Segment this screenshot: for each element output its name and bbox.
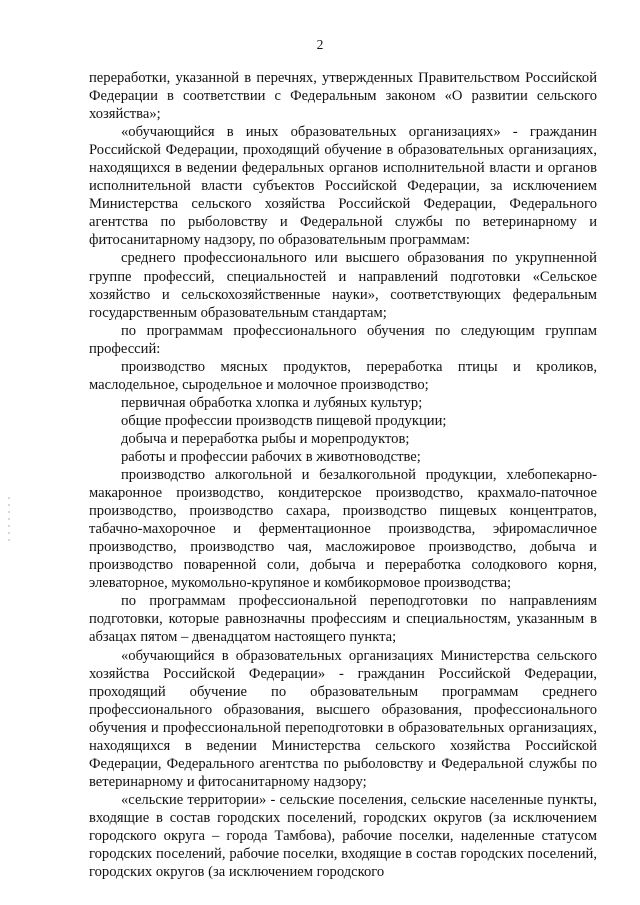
- scan-margin-mark: [8, 497, 10, 545]
- paragraph: среднего профессионального или высшего образования по укрупненной группе профессий, специальностей и направлений подготовки «Сельское хозяйство и сельскохозяйственные науки», соответствующих федеральным государственным образовательным стандартам;: [89, 250, 597, 321]
- paragraph: «сельские территории» - сельские поселения, сельские населенные пункты, входящие в состав городских поселений, городских округов (за исключением городского округа – города Тамбова), рабочие поселки, наделенные статусом городских поселений, рабочие поселки, входящие в состав городских поселений, городских округов (за исключением городского: [89, 791, 597, 881]
- paragraph: производство мясных продуктов, переработка птицы и кроликов, маслодельное, сыродельное и молочное производство;: [89, 358, 597, 393]
- page-number: 2: [316, 37, 324, 52]
- paragraph: по программам профессионального обучения по следующим группам профессий:: [89, 322, 597, 357]
- paragraph: «обучающийся в иных образовательных организациях» - гражданин Российской Федерации, проходящий обучение в образовательных организациях, находящихся в ведении федеральных органов исполнительной власти и органов исполнительной власти субъектов Российской Федерации, за исключением Министерства сельского хозяйства Российской Федерации, Федерального агентства по рыболовству и Федеральной службы по ветеринарному и фитосанитарному надзору, по образовательным программам:: [89, 124, 597, 249]
- paragraph: «обучающийся в образовательных организациях Министерства сельского хозяйства Российской Федерации» - гражданин Российской Федерации, проходящий обучение по образовательным программам среднего профессионального образования, высшего образования, профессионального обучения и профессиональной переподготовки в образовательных организациях, находящихся в ведении Министерства сельского хозяйства Российской Федерации, Федерального агентства по рыболовству и Федеральной службы по ветеринарному и фитосанитарному надзору;: [89, 647, 597, 790]
- paragraph: производство алкогольной и безалкогольной продукции, хлебопекарно-макаронное производство, кондитерское производство, крахмало-паточное производство, производство сахара, производство пищевых концентратов, табачно-махорочное и ферментационное производства, эфиромасличное производство, производство чая, масложировое производство, добыча и производство поваренной соли, добыча и переработка солодкового корня, элеваторное, мукомольно-крупяное и комбикормовое производства;: [89, 467, 597, 592]
- paragraph: первичная обработка хлопка и лубяных культур;: [121, 394, 423, 411]
- paragraph: добыча и переработка рыбы и морепродуктов;: [121, 430, 410, 447]
- paragraph: переработки, указанной в перечнях, утвержденных Правительством Российской Федерации в соответствии с Федеральным законом «О развитии сельского хозяйства»;: [89, 70, 597, 123]
- paragraph: по программам профессиональной переподготовки по направлениям подготовки, которые равнозначны профессиям и специальностям, указанным в абзацах пятом – двенадцатом настоящего пункта;: [89, 593, 597, 646]
- paragraph: работы и профессии рабочих в животноводстве;: [121, 448, 421, 465]
- document-body: [89, 69, 597, 881]
- paragraph: общие профессии производств пищевой продукции;: [121, 412, 447, 429]
